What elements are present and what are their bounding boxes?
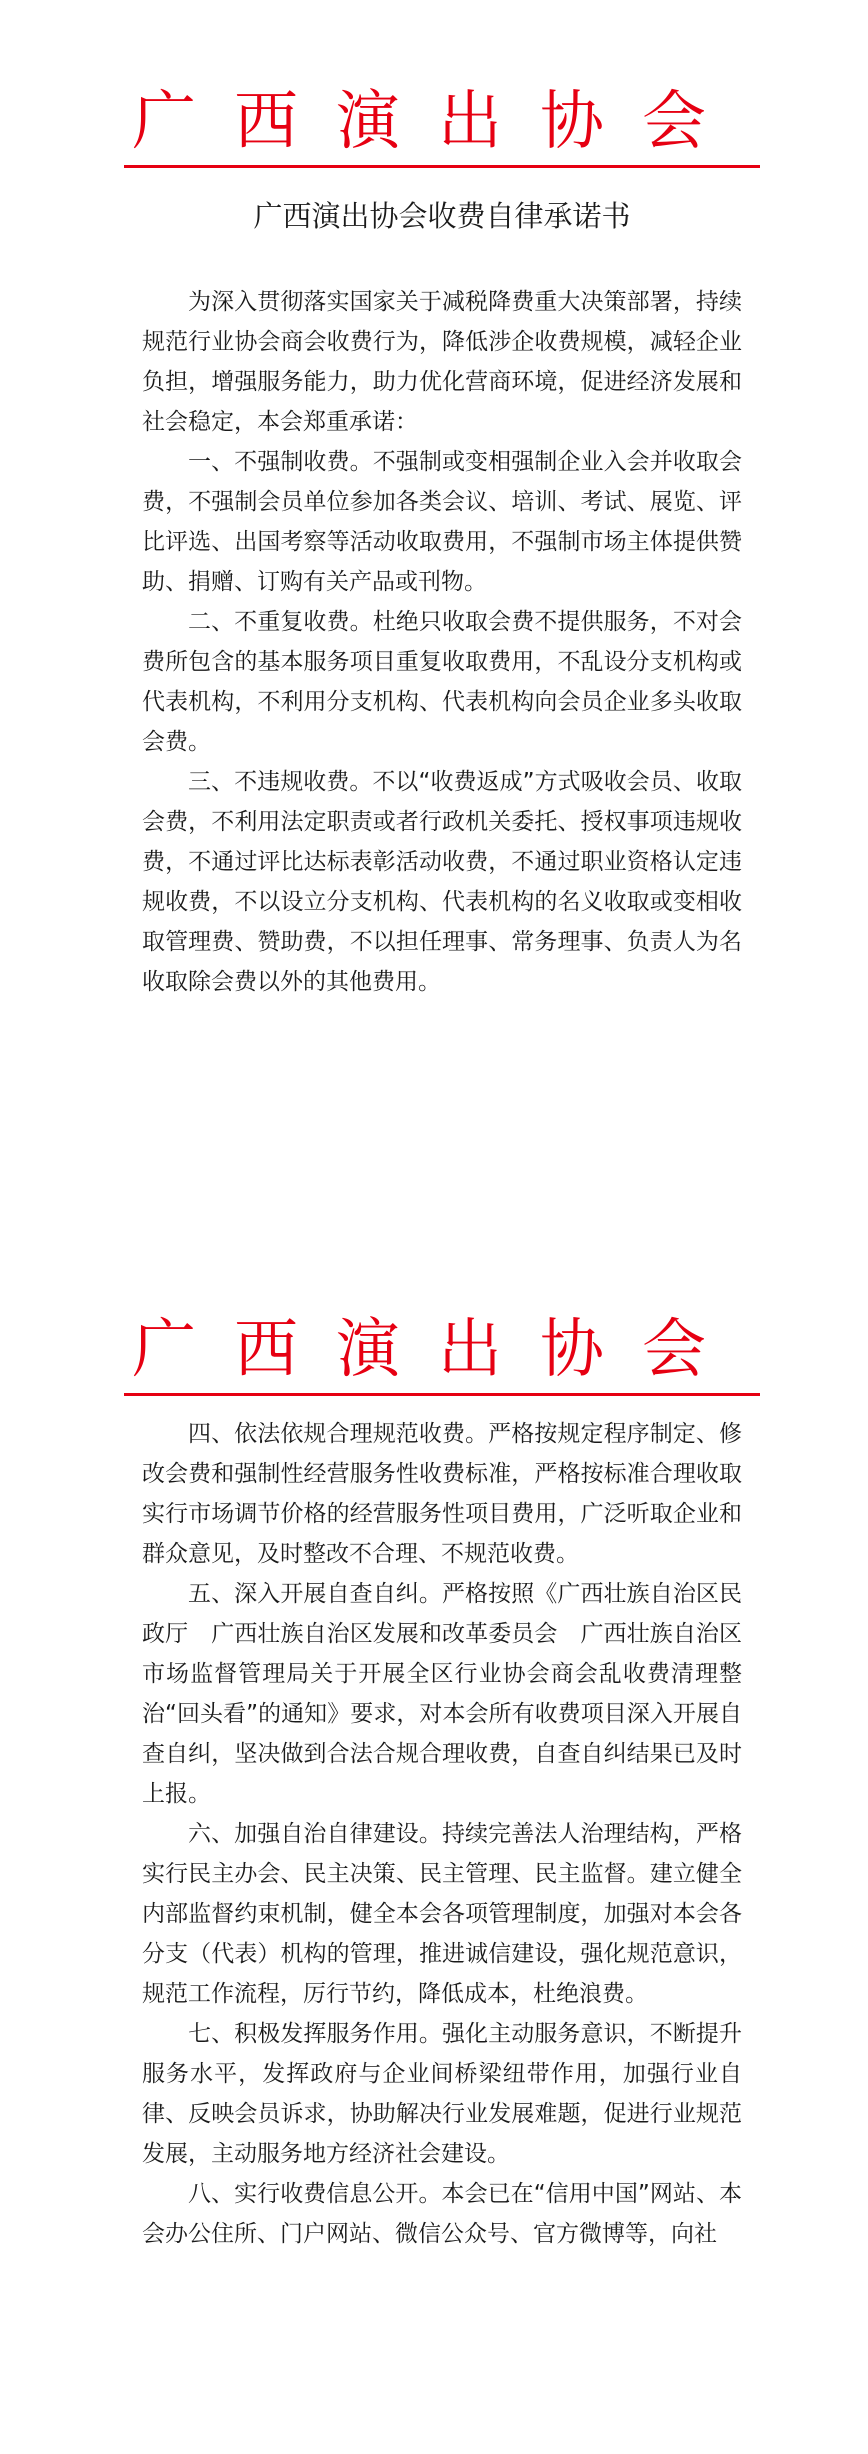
intro-paragraph: 为深入贯彻落实国家关于减税降费重大决策部署，持续规范行业协会商会收费行为，降低涉企收费规模，减轻企业负担，增强服务能力，助力优化营商环境，促进经济发展和社会稳定，本会郑重承诺： [142,289,742,435]
letterhead-rule-2 [124,1393,760,1396]
commitment-3-paragraph: 三、不违规收费。不以“收费返成”方式吸收会员、收取会费，不利用法定职责或者行政机关委托、授权事项违规收费，不通过评比达标表彰活动收费，不通过职业资格认定违规收费，不以设立分支机构、代表机构的名义收取或变相收取管理费、赞助费，不以担任理事、常务理事、负责人为名收取除会费以外的其他费用。 [142,769,742,995]
page1-body [142,282,742,1002]
commitment-2-paragraph: 二、不重复收费。杜绝只收取会费不提供服务，不对会费所包含的基本服务项目重复收取费用，不乱设分支机构或代表机构，不利用分支机构、代表机构向会员企业多头收取会费。 [142,609,742,755]
letterhead-rule-1 [124,165,760,168]
commitment-6-paragraph: 六、加强自治自律建设。持续完善法人治理结构，严格实行民主办会、民主决策、民主管理、民主监督。建立健全内部监督约束机制，健全本会各项管理制度，加强对本会各分支（代表）机构的管理，推进诚信建设，强化规范意识，规范工作流程，厉行节约，降低成本，杜绝浪费。 [142,1821,742,2007]
commitment-8-paragraph: 八、实行收费信息公开。本会已在“信用中国”网站、本会办公住所、门户网站、微信公众号、官方微博等，向社 [142,2181,742,2247]
commitment-1-paragraph: 一、不强制收费。不强制或变相强制企业入会并收取会费，不强制会员单位参加各类会议、培训、考试、展览、评比评选、出国考察等活动收取费用，不强制市场主体提供赞助、捐赠、订购有关产品或刊物。 [142,449,742,595]
letterhead-title-1: 广西演出协会 [132,85,744,159]
page2-body [142,1414,742,2254]
document-title: 广西演出协会收费自律承诺书 [253,199,631,233]
commitment-7-paragraph: 七、积极发挥服务作用。强化主动服务意识，不断提升服务水平，发挥政府与企业间桥梁纽带作用，加强行业自律、反映会员诉求，协助解决行业发展难题，促进行业规范发展，主动服务地方经济社会建设。 [142,2021,742,2167]
commitment-4-paragraph: 四、依法依规合理规范收费。严格按规定程序制定、修改会费和强制性经营服务性收费标准，严格按标准合理收取实行市场调节价格的经营服务性项目费用，广泛听取企业和群众意见，及时整改不合理、不规范收费。 [142,1421,742,1567]
commitment-5-paragraph: 五、深入开展自查自纠。严格按照《广西壮族自治区民政厅 广西壮族自治区发展和改革委员会 广西壮族自治区市场监督管理局关于开展全区行业协会商会乱收费清理整治“回头看”的通知》要求，对本会所有收费项目深入开展自查自纠，坚决做到合法合规合理收费，自查自纠结果已及时上报。 [142,1581,742,1807]
letterhead-title-2: 广西演出协会 [132,1313,744,1387]
